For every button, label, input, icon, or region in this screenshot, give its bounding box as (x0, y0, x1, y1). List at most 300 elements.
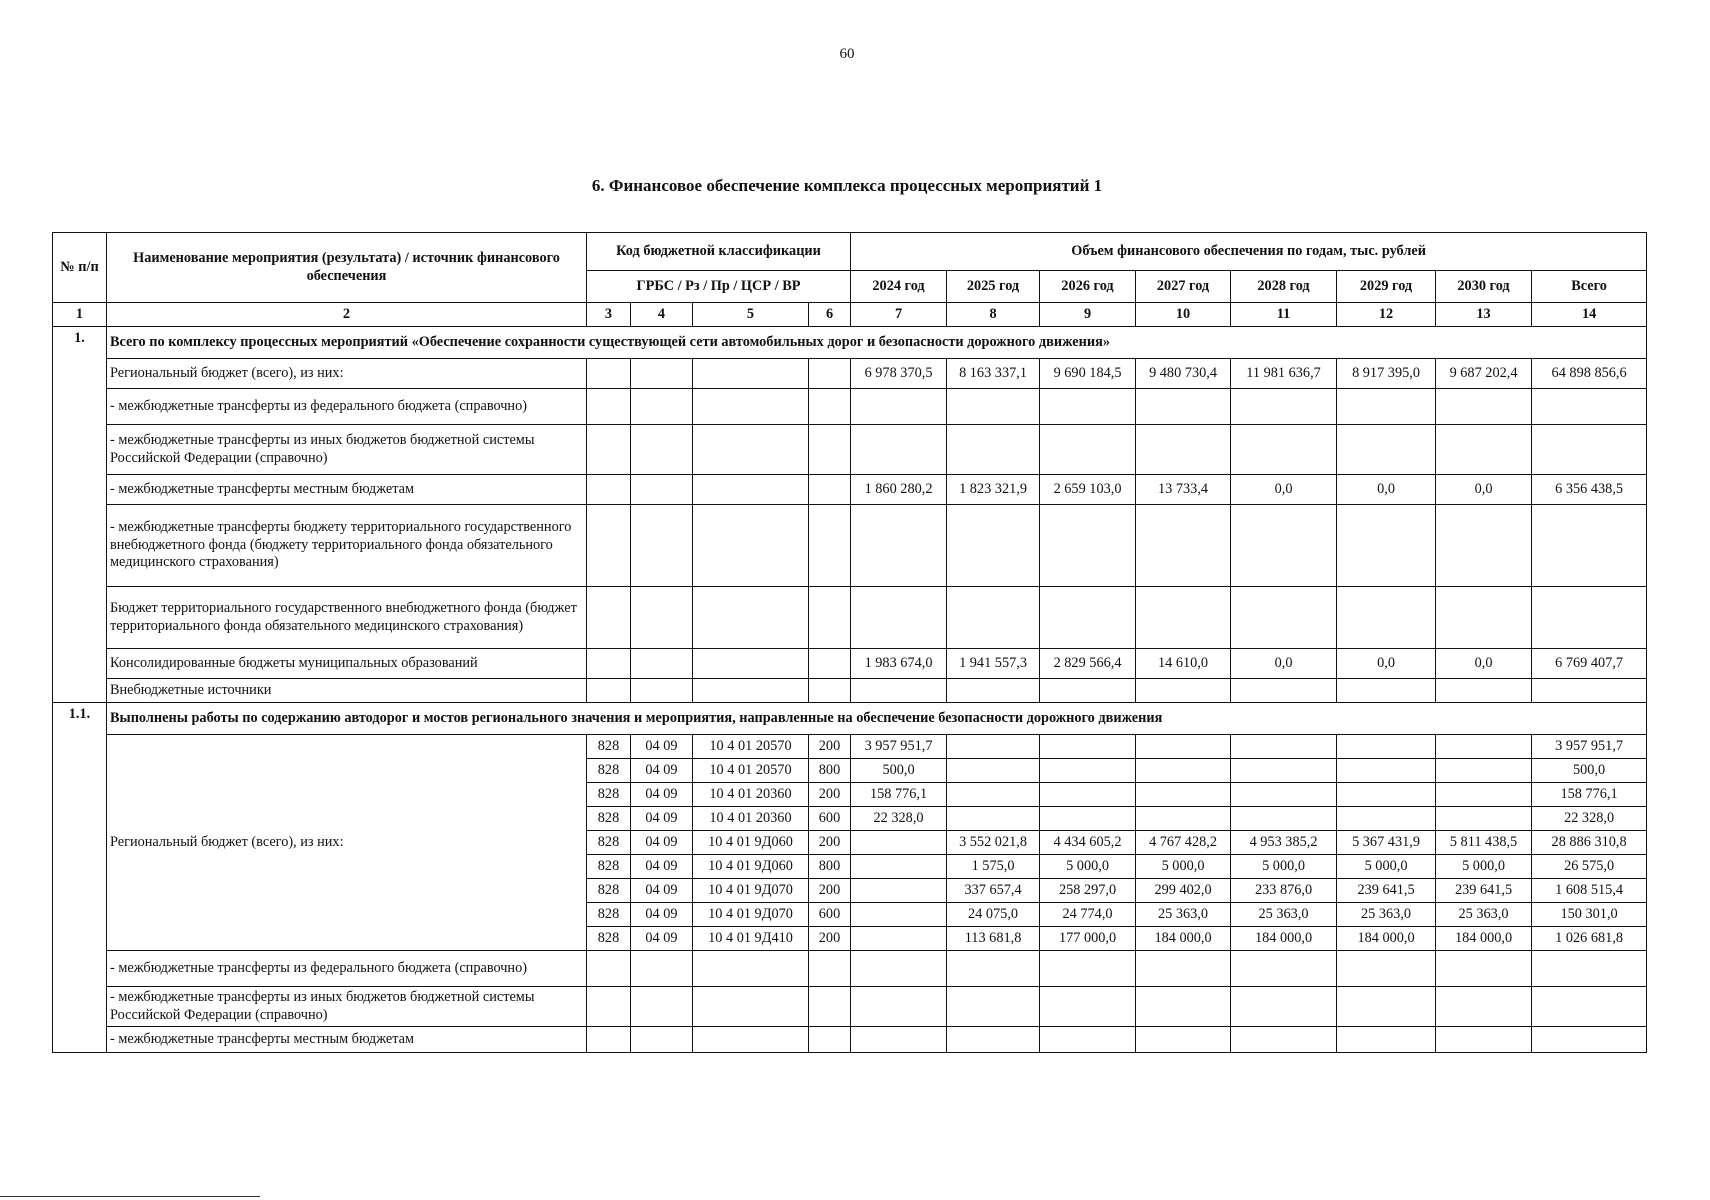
value-cell (1231, 389, 1337, 425)
vr-cell: 200 (809, 735, 851, 759)
value-cell: 0,0 (1231, 475, 1337, 505)
value-cell (631, 951, 693, 987)
section-title: Выполнены работы по содержанию автодорог и мостов регионального значения и мероприятия, направленные на обеспечение безопасности дорожного движения (107, 703, 1647, 735)
value-cell: 184 000,0 (1231, 927, 1337, 951)
code-cell (809, 425, 851, 475)
vr-cell: 200 (809, 831, 851, 855)
value-cell (693, 951, 809, 987)
value-cell (947, 783, 1040, 807)
code-cell (809, 389, 851, 425)
header-row (53, 233, 1647, 271)
csr-cell: 10 4 01 20360 (693, 783, 809, 807)
value-cell (851, 855, 947, 879)
value-cell (947, 1027, 1040, 1053)
value-cell: 1 823 321,9 (947, 475, 1040, 505)
total-cell: 26 575,0 (1532, 855, 1647, 879)
csr-cell: 10 4 01 20360 (693, 807, 809, 831)
index-row (53, 303, 1647, 327)
code-cell (631, 475, 693, 505)
index-cell: 3 (587, 303, 631, 327)
value-cell: 4 767 428,2 (1136, 831, 1231, 855)
vr-cell: 200 (809, 879, 851, 903)
code-cell (631, 679, 693, 703)
value-cell: 9 690 184,5 (1040, 359, 1136, 389)
code-cell (587, 505, 631, 587)
code-cell (693, 359, 809, 389)
value-cell (1337, 389, 1436, 425)
value-cell (1136, 951, 1231, 987)
rzpr-cell: 04 09 (631, 783, 693, 807)
value-cell: 239 641,5 (1337, 879, 1436, 903)
value-cell (1231, 951, 1337, 987)
rzpr-cell: 04 09 (631, 807, 693, 831)
value-cell (631, 1027, 693, 1053)
header-total: Всего (1532, 271, 1647, 303)
value-cell (1040, 759, 1136, 783)
index-cell: 6 (809, 303, 851, 327)
value-cell (1436, 951, 1532, 987)
code-cell (809, 505, 851, 587)
code-cell (631, 505, 693, 587)
value-cell: 1 983 674,0 (851, 649, 947, 679)
table-row (53, 951, 1647, 987)
value-cell: 9 480 730,4 (1136, 359, 1231, 389)
header-year: 2029 год (1337, 271, 1436, 303)
value-cell (587, 987, 631, 1027)
value-cell (1436, 987, 1532, 1027)
value-cell (1532, 951, 1647, 987)
code-cell (809, 679, 851, 703)
value-cell (1436, 505, 1532, 587)
index-cell: 13 (1436, 303, 1532, 327)
value-cell (1040, 735, 1136, 759)
grbs-cell: 828 (587, 807, 631, 831)
index-cell: 1 (53, 303, 107, 327)
value-cell (1337, 425, 1436, 475)
value-cell: 1 941 557,3 (947, 649, 1040, 679)
table-row (53, 359, 1647, 389)
value-cell: 258 297,0 (1040, 879, 1136, 903)
total-cell: 64 898 856,6 (1532, 359, 1647, 389)
value-cell (1231, 425, 1337, 475)
value-cell: 0,0 (1436, 649, 1532, 679)
grbs-cell: 828 (587, 927, 631, 951)
value-cell: 5 000,0 (1136, 855, 1231, 879)
total-cell: 3 957 951,7 (1532, 735, 1647, 759)
value-cell: 1 860 280,2 (851, 475, 947, 505)
value-cell (1136, 505, 1231, 587)
code-cell (587, 359, 631, 389)
index-cell: 8 (947, 303, 1040, 327)
value-cell: 24 774,0 (1040, 903, 1136, 927)
total-cell (1532, 425, 1647, 475)
code-cell (809, 649, 851, 679)
value-cell (1436, 587, 1532, 649)
value-cell (1436, 807, 1532, 831)
value-cell (1136, 735, 1231, 759)
grbs-cell: 828 (587, 903, 631, 927)
header-name: Наименование мероприятия (результата) / источник финансового обеспечения (107, 233, 587, 303)
total-cell: 1 026 681,8 (1532, 927, 1647, 951)
value-cell (1337, 987, 1436, 1027)
value-cell: 5 000,0 (1040, 855, 1136, 879)
value-cell: 184 000,0 (1136, 927, 1231, 951)
header-volume: Объем финансового обеспечения по годам, тыс. рублей (851, 233, 1647, 271)
header-year: 2027 год (1136, 271, 1231, 303)
row-label: - межбюджетные трансферты из иных бюджетов бюджетной системы Российской Федерации (справочно) (107, 425, 587, 475)
code-cell (587, 475, 631, 505)
value-cell: 11 981 636,7 (1231, 359, 1337, 389)
value-cell: 4 953 385,2 (1231, 831, 1337, 855)
value-cell (1136, 759, 1231, 783)
total-cell: 6 356 438,5 (1532, 475, 1647, 505)
table-row (53, 425, 1647, 475)
header-year: 2024 год (851, 271, 947, 303)
table-row (53, 389, 1647, 425)
code-cell (631, 587, 693, 649)
value-cell: 0,0 (1231, 649, 1337, 679)
value-cell (947, 735, 1040, 759)
value-cell: 177 000,0 (1040, 927, 1136, 951)
value-cell (851, 389, 947, 425)
code-cell (809, 475, 851, 505)
code-cell (693, 679, 809, 703)
value-cell: 0,0 (1436, 475, 1532, 505)
grbs-cell: 828 (587, 783, 631, 807)
value-cell (1040, 987, 1136, 1027)
value-cell (1337, 807, 1436, 831)
value-cell (1136, 389, 1231, 425)
value-cell (1337, 735, 1436, 759)
section-title-row (53, 703, 1647, 735)
total-cell: 500,0 (1532, 759, 1647, 783)
index-cell: 14 (1532, 303, 1647, 327)
page-edge-line (0, 1196, 260, 1197)
value-cell: 8 163 337,1 (947, 359, 1040, 389)
value-cell (947, 425, 1040, 475)
value-cell (1136, 587, 1231, 649)
value-cell (1231, 735, 1337, 759)
value-cell (851, 927, 947, 951)
rzpr-cell: 04 09 (631, 759, 693, 783)
index-cell: 4 (631, 303, 693, 327)
page-title: 6. Финансовое обеспечение комплекса процессных мероприятий 1 (591, 176, 1103, 195)
value-cell (1337, 759, 1436, 783)
header-code: Код бюджетной классификации (587, 233, 851, 271)
code-cell (693, 389, 809, 425)
row-label: Консолидированные бюджеты муниципальных образований (107, 649, 587, 679)
value-cell (1231, 587, 1337, 649)
grbs-cell: 828 (587, 759, 631, 783)
value-cell: 3 552 021,8 (947, 831, 1040, 855)
value-cell (851, 1027, 947, 1053)
header-year: 2025 год (947, 271, 1040, 303)
vr-cell: 600 (809, 807, 851, 831)
table-row (53, 649, 1647, 679)
row-label: Региональный бюджет (всего), из них: (107, 359, 587, 389)
rzpr-cell: 04 09 (631, 903, 693, 927)
value-cell (1231, 807, 1337, 831)
value-cell: 6 978 370,5 (851, 359, 947, 389)
value-cell (851, 425, 947, 475)
vr-cell: 200 (809, 783, 851, 807)
value-cell (1040, 389, 1136, 425)
value-cell: 233 876,0 (1231, 879, 1337, 903)
header-num: № п/п (53, 233, 107, 303)
value-cell: 184 000,0 (1436, 927, 1532, 951)
value-cell (1040, 679, 1136, 703)
value-cell (809, 987, 851, 1027)
code-cell (693, 425, 809, 475)
csr-cell: 10 4 01 9Д060 (693, 831, 809, 855)
index-cell: 12 (1337, 303, 1436, 327)
value-cell (947, 389, 1040, 425)
value-cell (1040, 807, 1136, 831)
value-cell (809, 951, 851, 987)
index-cell: 9 (1040, 303, 1136, 327)
index-cell: 11 (1231, 303, 1337, 327)
value-cell (1532, 987, 1647, 1027)
code-cell (631, 425, 693, 475)
value-cell: 184 000,0 (1337, 927, 1436, 951)
value-cell: 22 328,0 (851, 807, 947, 831)
row-label: - межбюджетные трансферты местным бюджетам (107, 475, 587, 505)
value-cell: 299 402,0 (1136, 879, 1231, 903)
grbs-cell: 828 (587, 735, 631, 759)
total-cell (1532, 587, 1647, 649)
value-cell (947, 807, 1040, 831)
value-cell (1231, 505, 1337, 587)
value-cell (947, 951, 1040, 987)
value-cell: 3 957 951,7 (851, 735, 947, 759)
value-cell (1040, 783, 1136, 807)
csr-cell: 10 4 01 9Д410 (693, 927, 809, 951)
code-cell (809, 359, 851, 389)
value-cell (1136, 783, 1231, 807)
total-cell (1532, 505, 1647, 587)
csr-cell: 10 4 01 9Д070 (693, 903, 809, 927)
rzpr-cell: 04 09 (631, 879, 693, 903)
rzpr-cell: 04 09 (631, 927, 693, 951)
index-cell: 5 (693, 303, 809, 327)
value-cell: 5 811 438,5 (1436, 831, 1532, 855)
value-cell: 113 681,8 (947, 927, 1040, 951)
value-cell (1136, 807, 1231, 831)
value-cell (947, 759, 1040, 783)
vr-cell: 800 (809, 855, 851, 879)
value-cell (851, 903, 947, 927)
table-row (53, 587, 1647, 649)
value-cell: 5 000,0 (1337, 855, 1436, 879)
value-cell (1040, 505, 1136, 587)
grbs-cell: 828 (587, 855, 631, 879)
value-cell (1040, 587, 1136, 649)
value-cell (947, 505, 1040, 587)
value-cell (947, 587, 1040, 649)
total-cell (1532, 679, 1647, 703)
code-cell (631, 389, 693, 425)
section-title-row (53, 327, 1647, 359)
rzpr-cell: 04 09 (631, 831, 693, 855)
grbs-cell: 828 (587, 831, 631, 855)
vr-cell: 600 (809, 903, 851, 927)
value-cell (1231, 759, 1337, 783)
value-cell (1337, 951, 1436, 987)
row-label: - межбюджетные трансферты из федерального бюджета (справочно) (107, 951, 587, 987)
value-cell (693, 1027, 809, 1053)
value-cell (1040, 951, 1136, 987)
table-row (53, 735, 1647, 759)
code-cell (587, 425, 631, 475)
value-cell (1436, 1027, 1532, 1053)
total-cell: 22 328,0 (1532, 807, 1647, 831)
vr-cell: 200 (809, 927, 851, 951)
value-cell (1231, 987, 1337, 1027)
code-cell (693, 649, 809, 679)
value-cell (1136, 425, 1231, 475)
code-cell (631, 649, 693, 679)
value-cell (851, 951, 947, 987)
vr-cell: 800 (809, 759, 851, 783)
value-cell (947, 987, 1040, 1027)
value-cell: 24 075,0 (947, 903, 1040, 927)
rzpr-cell: 04 09 (631, 735, 693, 759)
section-title: Всего по комплексу процессных мероприятий «Обеспечение сохранности существующей сети автомобильных дорог и безопасности дорожного движения» (107, 327, 1647, 359)
value-cell: 25 363,0 (1436, 903, 1532, 927)
value-cell (1436, 735, 1532, 759)
row-label: Внебюджетные источники (107, 679, 587, 703)
code-cell (693, 505, 809, 587)
index-cell: 2 (107, 303, 587, 327)
value-cell: 4 434 605,2 (1040, 831, 1136, 855)
value-cell: 239 641,5 (1436, 879, 1532, 903)
total-cell (1532, 389, 1647, 425)
row-label: Бюджет территориального государственного внебюджетного фонда (бюджет территориального фонда обязательного медицинского страхования) (107, 587, 587, 649)
value-cell: 25 363,0 (1136, 903, 1231, 927)
value-cell (1231, 1027, 1337, 1053)
value-cell (1436, 679, 1532, 703)
total-cell: 150 301,0 (1532, 903, 1647, 927)
value-cell: 5 000,0 (1436, 855, 1532, 879)
csr-cell: 10 4 01 20570 (693, 735, 809, 759)
value-cell (1337, 505, 1436, 587)
financing-table (52, 232, 1647, 1053)
table-row (53, 987, 1647, 1027)
value-cell: 14 610,0 (1136, 649, 1231, 679)
csr-cell: 10 4 01 9Д070 (693, 879, 809, 903)
value-cell (1436, 425, 1532, 475)
value-cell (1337, 783, 1436, 807)
row-label: - межбюджетные трансферты из иных бюджетов бюджетной системы Российской Федерации (справочно) (107, 987, 587, 1027)
value-cell (1436, 783, 1532, 807)
value-cell (631, 987, 693, 1027)
total-cell: 1 608 515,4 (1532, 879, 1647, 903)
code-cell (809, 587, 851, 649)
csr-cell: 10 4 01 20570 (693, 759, 809, 783)
value-cell (851, 879, 947, 903)
code-cell (587, 587, 631, 649)
row-label: - межбюджетные трансферты из федерального бюджета (справочно) (107, 389, 587, 425)
header-year: 2026 год (1040, 271, 1136, 303)
total-cell: 158 776,1 (1532, 783, 1647, 807)
index-cell: 7 (851, 303, 947, 327)
value-cell: 1 575,0 (947, 855, 1040, 879)
rzpr-cell: 04 09 (631, 855, 693, 879)
value-cell: 500,0 (851, 759, 947, 783)
value-cell: 13 733,4 (1136, 475, 1231, 505)
value-cell: 2 659 103,0 (1040, 475, 1136, 505)
value-cell (1040, 425, 1136, 475)
section-number: 1.1. (53, 703, 107, 1053)
value-cell (851, 831, 947, 855)
value-cell (1136, 987, 1231, 1027)
code-cell (587, 389, 631, 425)
header-year: 2030 год (1436, 271, 1532, 303)
value-cell: 8 917 395,0 (1337, 359, 1436, 389)
value-cell (1231, 783, 1337, 807)
value-cell: 9 687 202,4 (1436, 359, 1532, 389)
value-cell (1337, 679, 1436, 703)
code-cell (587, 649, 631, 679)
code-cell (693, 587, 809, 649)
value-cell (1337, 1027, 1436, 1053)
page-number: 60 (839, 46, 855, 62)
csr-cell: 10 4 01 9Д060 (693, 855, 809, 879)
value-cell (1040, 1027, 1136, 1053)
value-cell: 2 829 566,4 (1040, 649, 1136, 679)
row-label: Региональный бюджет (всего), из них: (107, 735, 587, 951)
value-cell (809, 1027, 851, 1053)
total-cell: 6 769 407,7 (1532, 649, 1647, 679)
header-year: 2028 год (1231, 271, 1337, 303)
value-cell (587, 1027, 631, 1053)
header-code-sub: ГРБС / Рз / Пр / ЦСР / ВР (587, 271, 851, 303)
value-cell: 25 363,0 (1231, 903, 1337, 927)
table-row (53, 1027, 1647, 1053)
value-cell: 0,0 (1337, 475, 1436, 505)
value-cell: 158 776,1 (851, 783, 947, 807)
section-number: 1. (53, 327, 107, 703)
row-label: - межбюджетные трансферты бюджету территориального государственного внебюджетного фонда (бюджету территориального фонда обязательного медицинского страхования) (107, 505, 587, 587)
total-cell: 28 886 310,8 (1532, 831, 1647, 855)
value-cell (1231, 679, 1337, 703)
index-cell: 10 (1136, 303, 1231, 327)
value-cell (851, 587, 947, 649)
value-cell (947, 679, 1040, 703)
table-row (53, 475, 1647, 505)
value-cell (1337, 587, 1436, 649)
table-row (53, 679, 1647, 703)
table-row (53, 505, 1647, 587)
value-cell: 0,0 (1337, 649, 1436, 679)
value-cell (1436, 389, 1532, 425)
grbs-cell: 828 (587, 879, 631, 903)
value-cell (851, 505, 947, 587)
code-cell (631, 359, 693, 389)
value-cell (1436, 759, 1532, 783)
value-cell (1532, 1027, 1647, 1053)
value-cell: 5 000,0 (1231, 855, 1337, 879)
code-cell (587, 679, 631, 703)
row-label: - межбюджетные трансферты местным бюджетам (107, 1027, 587, 1053)
value-cell: 5 367 431,9 (1337, 831, 1436, 855)
value-cell (1136, 1027, 1231, 1053)
value-cell (851, 679, 947, 703)
value-cell: 25 363,0 (1337, 903, 1436, 927)
value-cell (587, 951, 631, 987)
code-cell (693, 475, 809, 505)
value-cell (693, 987, 809, 1027)
